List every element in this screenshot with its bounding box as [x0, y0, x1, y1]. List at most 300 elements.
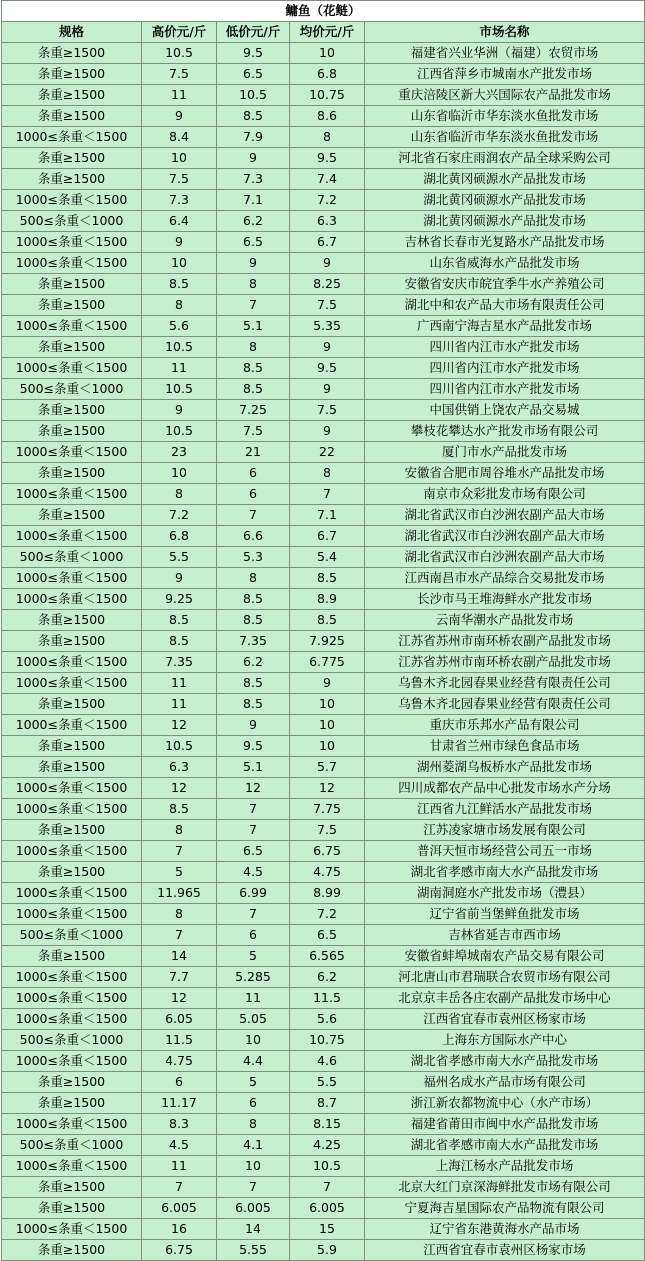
cell-spec: 1000≤条重＜1500	[2, 841, 142, 862]
cell-avg-price: 10.75	[290, 85, 365, 106]
cell-avg-price: 9	[290, 253, 365, 274]
cell-spec: 条重≥1500	[2, 505, 142, 526]
cell-high-price: 6.3	[142, 757, 217, 778]
cell-spec: 500≤条重＜1000	[2, 1135, 142, 1156]
cell-avg-price: 9.5	[290, 148, 365, 169]
cell-low-price: 7.3	[217, 169, 290, 190]
table-row	[2, 190, 645, 211]
cell-high-price: 8	[142, 904, 217, 925]
table-row	[2, 1135, 645, 1156]
table-row	[2, 400, 645, 421]
cell-high-price: 14	[142, 946, 217, 967]
cell-spec: 条重≥1500	[2, 169, 142, 190]
table-row	[2, 484, 645, 505]
cell-high-price: 9	[142, 106, 217, 127]
table-row	[2, 631, 645, 652]
cell-low-price: 8.5	[217, 694, 290, 715]
cell-low-price: 7	[217, 799, 290, 820]
cell-spec: 条重≥1500	[2, 85, 142, 106]
header-row	[2, 22, 645, 43]
table-row	[2, 757, 645, 778]
cell-low-price: 8.5	[217, 379, 290, 400]
cell-low-price: 8.5	[217, 106, 290, 127]
cell-low-price: 5.1	[217, 757, 290, 778]
cell-spec: 1000≤条重＜1500	[2, 883, 142, 904]
cell-spec: 1000≤条重＜1500	[2, 652, 142, 673]
cell-low-price: 8.5	[217, 610, 290, 631]
cell-market-name: 江西南昌市水产品综合交易批发市场	[365, 568, 645, 589]
cell-low-price: 8	[217, 1114, 290, 1135]
cell-avg-price: 9.5	[290, 358, 365, 379]
cell-avg-price: 5.4	[290, 547, 365, 568]
cell-avg-price: 10.5	[290, 1156, 365, 1177]
header-high-price: 高价元/斤	[142, 22, 217, 43]
table-row	[2, 1219, 645, 1240]
cell-high-price: 7	[142, 925, 217, 946]
cell-spec: 1000≤条重＜1500	[2, 316, 142, 337]
cell-high-price: 7.7	[142, 967, 217, 988]
cell-market-name: 攀枝花攀达水产批发市场有限公司	[365, 421, 645, 442]
cell-market-name: 甘肃省兰州市绿色食品市场	[365, 736, 645, 757]
table-row	[2, 1009, 645, 1030]
cell-high-price: 8.5	[142, 610, 217, 631]
cell-spec: 500≤条重＜1000	[2, 211, 142, 232]
cell-low-price: 7	[217, 904, 290, 925]
cell-high-price: 10.5	[142, 43, 217, 64]
cell-market-name: 辽宁省东港黄海水产品市场	[365, 1219, 645, 1240]
cell-high-price: 4.75	[142, 1051, 217, 1072]
cell-avg-price: 6.5	[290, 925, 365, 946]
cell-market-name: 河北省石家庄雨润农产品全球采购公司	[365, 148, 645, 169]
cell-high-price: 5.5	[142, 547, 217, 568]
cell-avg-price: 7	[290, 1177, 365, 1198]
cell-low-price: 9.5	[217, 736, 290, 757]
cell-high-price: 5.6	[142, 316, 217, 337]
cell-market-name: 吉林省延吉市西市场	[365, 925, 645, 946]
cell-avg-price: 8	[290, 463, 365, 484]
cell-low-price: 7.9	[217, 127, 290, 148]
cell-high-price: 11	[142, 694, 217, 715]
cell-low-price: 10.5	[217, 85, 290, 106]
cell-low-price: 9	[217, 253, 290, 274]
cell-high-price: 11	[142, 85, 217, 106]
cell-low-price: 9.5	[217, 43, 290, 64]
cell-market-name: 浙江新农都物流中心（水产市场）	[365, 1093, 645, 1114]
cell-high-price: 5	[142, 862, 217, 883]
table-row	[2, 568, 645, 589]
cell-high-price: 8	[142, 295, 217, 316]
cell-avg-price: 10	[290, 715, 365, 736]
cell-low-price: 5.05	[217, 1009, 290, 1030]
cell-market-name: 湖北省武汉市白沙洲农副产品大市场	[365, 505, 645, 526]
cell-avg-price: 10	[290, 43, 365, 64]
cell-avg-price: 22	[290, 442, 365, 463]
cell-spec: 条重≥1500	[2, 820, 142, 841]
cell-low-price: 5.1	[217, 316, 290, 337]
table-row	[2, 1093, 645, 1114]
table-row	[2, 148, 645, 169]
cell-spec: 条重≥1500	[2, 1177, 142, 1198]
cell-avg-price: 6.565	[290, 946, 365, 967]
cell-market-name: 山东省临沂市华东淡水鱼批发市场	[365, 106, 645, 127]
cell-low-price: 4.5	[217, 862, 290, 883]
cell-low-price: 10	[217, 1156, 290, 1177]
cell-market-name: 福建省莆田市闽中水产品批发市场	[365, 1114, 645, 1135]
cell-low-price: 4.1	[217, 1135, 290, 1156]
cell-spec: 1000≤条重＜1500	[2, 190, 142, 211]
table-row	[2, 1114, 645, 1135]
cell-avg-price: 10.75	[290, 1030, 365, 1051]
cell-high-price: 10	[142, 463, 217, 484]
cell-high-price: 11.5	[142, 1030, 217, 1051]
cell-avg-price: 5.7	[290, 757, 365, 778]
cell-high-price: 7	[142, 1177, 217, 1198]
cell-spec: 条重≥1500	[2, 337, 142, 358]
price-table	[1, 0, 645, 1261]
cell-spec: 1000≤条重＜1500	[2, 589, 142, 610]
table-row	[2, 442, 645, 463]
table-row	[2, 925, 645, 946]
cell-high-price: 7	[142, 841, 217, 862]
table-row	[2, 1051, 645, 1072]
table-row	[2, 358, 645, 379]
header-low-price: 低价元/斤	[217, 22, 290, 43]
cell-high-price: 12	[142, 715, 217, 736]
cell-high-price: 6.75	[142, 1240, 217, 1261]
cell-spec: 条重≥1500	[2, 43, 142, 64]
cell-avg-price: 6.3	[290, 211, 365, 232]
cell-market-name: 湖北省孝感市南大水产品批发市场	[365, 1135, 645, 1156]
table-row	[2, 1030, 645, 1051]
cell-avg-price: 8.99	[290, 883, 365, 904]
cell-spec: 条重≥1500	[2, 274, 142, 295]
cell-avg-price: 7.5	[290, 400, 365, 421]
table-row	[2, 421, 645, 442]
cell-high-price: 4.5	[142, 1135, 217, 1156]
cell-market-name: 四川成都农产品中心批发市场水产分场	[365, 778, 645, 799]
cell-market-name: 上海江杨水产品批发市场	[365, 1156, 645, 1177]
table-row	[2, 379, 645, 400]
table-row	[2, 526, 645, 547]
table-row	[2, 505, 645, 526]
cell-spec: 1000≤条重＜1500	[2, 904, 142, 925]
cell-market-name: 湖南洞庭水产批发市场（澧县）	[365, 883, 645, 904]
cell-low-price: 8	[217, 337, 290, 358]
cell-high-price: 11.17	[142, 1093, 217, 1114]
table-row	[2, 1198, 645, 1219]
cell-high-price: 6	[142, 1072, 217, 1093]
cell-avg-price: 5.5	[290, 1072, 365, 1093]
cell-high-price: 11	[142, 358, 217, 379]
cell-avg-price: 6.7	[290, 232, 365, 253]
table-row	[2, 904, 645, 925]
cell-market-name: 北京大红门京深海鲜批发市场有限公司	[365, 1177, 645, 1198]
cell-avg-price: 6.7	[290, 526, 365, 547]
cell-spec: 1000≤条重＜1500	[2, 568, 142, 589]
cell-spec: 条重≥1500	[2, 736, 142, 757]
cell-spec: 条重≥1500	[2, 1240, 142, 1261]
table-row	[2, 232, 645, 253]
table-row	[2, 1177, 645, 1198]
cell-spec: 1000≤条重＜1500	[2, 1009, 142, 1030]
cell-high-price: 10.5	[142, 379, 217, 400]
cell-avg-price: 4.75	[290, 862, 365, 883]
cell-spec: 1000≤条重＜1500	[2, 232, 142, 253]
cell-avg-price: 7.4	[290, 169, 365, 190]
cell-low-price: 7	[217, 295, 290, 316]
cell-high-price: 7.2	[142, 505, 217, 526]
cell-avg-price: 7.2	[290, 904, 365, 925]
cell-market-name: 南京市众彩批发市场有限公司	[365, 484, 645, 505]
cell-market-name: 福州名成水产品市场有限公司	[365, 1072, 645, 1093]
cell-low-price: 7	[217, 505, 290, 526]
cell-low-price: 14	[217, 1219, 290, 1240]
table-row	[2, 883, 645, 904]
cell-spec: 1000≤条重＜1500	[2, 799, 142, 820]
cell-high-price: 7.35	[142, 652, 217, 673]
cell-avg-price: 7	[290, 484, 365, 505]
cell-low-price: 6.99	[217, 883, 290, 904]
cell-spec: 条重≥1500	[2, 421, 142, 442]
cell-spec: 1000≤条重＜1500	[2, 967, 142, 988]
cell-market-name: 福建省兴业华洲（福建）农贸市场	[365, 43, 645, 64]
cell-high-price: 8.3	[142, 1114, 217, 1135]
table-row	[2, 673, 645, 694]
price-sheet	[1, 0, 644, 1261]
cell-spec: 条重≥1500	[2, 400, 142, 421]
cell-market-name: 重庆市乐邦水产品有限公司	[365, 715, 645, 736]
cell-avg-price: 5.35	[290, 316, 365, 337]
cell-spec: 1000≤条重＜1500	[2, 253, 142, 274]
cell-high-price: 9.25	[142, 589, 217, 610]
cell-low-price: 4.4	[217, 1051, 290, 1072]
cell-spec: 条重≥1500	[2, 610, 142, 631]
cell-spec: 1000≤条重＜1500	[2, 484, 142, 505]
cell-avg-price: 9	[290, 379, 365, 400]
cell-low-price: 11	[217, 988, 290, 1009]
cell-spec: 500≤条重＜1000	[2, 1030, 142, 1051]
cell-market-name: 上海东方国际水产中心	[365, 1030, 645, 1051]
cell-spec: 条重≥1500	[2, 631, 142, 652]
cell-high-price: 9	[142, 232, 217, 253]
cell-market-name: 安徽省合肥市周谷堆水产品批发市场	[365, 463, 645, 484]
cell-market-name: 北京京丰岳各庄农副产品批发市场中心	[365, 988, 645, 1009]
cell-market-name: 辽宁省前当堡鲜鱼批发市场	[365, 904, 645, 925]
table-row	[2, 1156, 645, 1177]
cell-avg-price: 5.9	[290, 1240, 365, 1261]
cell-high-price: 6.005	[142, 1198, 217, 1219]
cell-high-price: 10.5	[142, 337, 217, 358]
cell-market-name: 四川省内江市水产批发市场	[365, 379, 645, 400]
cell-spec: 条重≥1500	[2, 295, 142, 316]
cell-market-name: 山东省临沂市华东淡水鱼批发市场	[365, 127, 645, 148]
cell-spec: 条重≥1500	[2, 148, 142, 169]
cell-high-price: 7.5	[142, 169, 217, 190]
table-row	[2, 43, 645, 64]
cell-market-name: 普洱天恒市场经营公司五一市场	[365, 841, 645, 862]
table-row	[2, 64, 645, 85]
cell-avg-price: 6.75	[290, 841, 365, 862]
cell-market-name: 山东省威海水产品批发市场	[365, 253, 645, 274]
cell-spec: 500≤条重＜1000	[2, 379, 142, 400]
table-row	[2, 589, 645, 610]
cell-avg-price: 9	[290, 421, 365, 442]
table-row	[2, 274, 645, 295]
cell-low-price: 12	[217, 778, 290, 799]
cell-market-name: 安徽省安庆市皖宜季牛水产养殖公司	[365, 274, 645, 295]
table-row	[2, 106, 645, 127]
cell-market-name: 河北唐山市君瑞联合农贸市场有限公司	[365, 967, 645, 988]
cell-avg-price: 6.8	[290, 64, 365, 85]
cell-spec: 1000≤条重＜1500	[2, 127, 142, 148]
cell-market-name: 湖州菱湖乌板桥水产品批发市场	[365, 757, 645, 778]
table-row	[2, 337, 645, 358]
cell-spec: 条重≥1500	[2, 946, 142, 967]
cell-spec: 1000≤条重＜1500	[2, 358, 142, 379]
cell-high-price: 9	[142, 568, 217, 589]
cell-market-name: 云南华潮水产品批发市场	[365, 610, 645, 631]
cell-market-name: 江西省宜春市袁州区杨家市场	[365, 1240, 645, 1261]
cell-high-price: 8.5	[142, 274, 217, 295]
cell-high-price: 8.5	[142, 799, 217, 820]
table-row	[2, 463, 645, 484]
table-row	[2, 841, 645, 862]
cell-high-price: 23	[142, 442, 217, 463]
header-market-name: 市场名称	[365, 22, 645, 43]
cell-avg-price: 12	[290, 778, 365, 799]
table-row	[2, 694, 645, 715]
table-row	[2, 295, 645, 316]
cell-high-price: 6.05	[142, 1009, 217, 1030]
cell-low-price: 8.5	[217, 589, 290, 610]
cell-spec: 条重≥1500	[2, 1072, 142, 1093]
cell-market-name: 乌鲁木齐北园春果业经营有限责任公司	[365, 694, 645, 715]
table-row	[2, 652, 645, 673]
cell-avg-price: 10	[290, 694, 365, 715]
cell-market-name: 重庆涪陵区新大兴国际农产品批发市场	[365, 85, 645, 106]
cell-high-price: 7.5	[142, 64, 217, 85]
cell-low-price: 6	[217, 484, 290, 505]
cell-low-price: 6	[217, 1093, 290, 1114]
cell-low-price: 5	[217, 1072, 290, 1093]
cell-spec: 条重≥1500	[2, 463, 142, 484]
cell-low-price: 6.2	[217, 211, 290, 232]
cell-market-name: 湖北中和农产品大市场有限责任公司	[365, 295, 645, 316]
cell-high-price: 10.5	[142, 736, 217, 757]
table-row	[2, 967, 645, 988]
table-row	[2, 715, 645, 736]
cell-low-price: 8	[217, 568, 290, 589]
cell-high-price: 11.965	[142, 883, 217, 904]
cell-avg-price: 7.5	[290, 295, 365, 316]
cell-market-name: 安徽省蚌埠城南农产品交易有限公司	[365, 946, 645, 967]
table-row	[2, 211, 645, 232]
cell-spec: 1000≤条重＜1500	[2, 778, 142, 799]
cell-market-name: 湖北黄冈硕源水产品批发市场	[365, 211, 645, 232]
cell-avg-price: 11.5	[290, 988, 365, 1009]
cell-avg-price: 10	[290, 736, 365, 757]
cell-avg-price: 7.1	[290, 505, 365, 526]
cell-spec: 1000≤条重＜1500	[2, 1114, 142, 1135]
cell-spec: 500≤条重＜1000	[2, 547, 142, 568]
cell-avg-price: 7.925	[290, 631, 365, 652]
cell-low-price: 7	[217, 820, 290, 841]
cell-high-price: 9	[142, 400, 217, 421]
cell-avg-price: 8.5	[290, 610, 365, 631]
cell-low-price: 6	[217, 463, 290, 484]
cell-low-price: 6.2	[217, 652, 290, 673]
cell-market-name: 湖北省孝感市南大水产品批发市场	[365, 862, 645, 883]
cell-avg-price: 5.6	[290, 1009, 365, 1030]
table-body	[2, 43, 645, 1261]
cell-high-price: 10	[142, 148, 217, 169]
table-row	[2, 547, 645, 568]
header-spec: 规格	[2, 22, 142, 43]
cell-avg-price: 15	[290, 1219, 365, 1240]
cell-low-price: 7.5	[217, 421, 290, 442]
cell-low-price: 10	[217, 1030, 290, 1051]
table-row	[2, 610, 645, 631]
cell-market-name: 四川省内江市水产批发市场	[365, 358, 645, 379]
cell-low-price: 5.3	[217, 547, 290, 568]
cell-market-name: 吉林省长春市光复路水产品批发市场	[365, 232, 645, 253]
cell-avg-price: 6.005	[290, 1198, 365, 1219]
cell-avg-price: 8.7	[290, 1093, 365, 1114]
cell-market-name: 四川省内江市水产批发市场	[365, 337, 645, 358]
cell-market-name: 广西南宁海吉星水产品批发市场	[365, 316, 645, 337]
cell-spec: 1000≤条重＜1500	[2, 1156, 142, 1177]
cell-low-price: 9	[217, 148, 290, 169]
cell-low-price: 5	[217, 946, 290, 967]
cell-avg-price: 8.15	[290, 1114, 365, 1135]
table-row	[2, 736, 645, 757]
table-row	[2, 1072, 645, 1093]
cell-market-name: 江苏省苏州市南环桥农副产品批发市场	[365, 631, 645, 652]
cell-avg-price: 8	[290, 127, 365, 148]
cell-high-price: 10	[142, 253, 217, 274]
table-row	[2, 820, 645, 841]
cell-market-name: 湖北黄冈硕源水产品批发市场	[365, 169, 645, 190]
cell-low-price: 6.5	[217, 232, 290, 253]
cell-market-name: 乌鲁木齐北园春果业经营有限责任公司	[365, 673, 645, 694]
cell-avg-price: 8.5	[290, 568, 365, 589]
table-title: 鳙鱼（花鲢）	[2, 1, 645, 22]
cell-market-name: 中国供销上饶农产品交易城	[365, 400, 645, 421]
cell-spec: 1000≤条重＜1500	[2, 1219, 142, 1240]
cell-avg-price: 7.75	[290, 799, 365, 820]
cell-avg-price: 4.25	[290, 1135, 365, 1156]
cell-low-price: 7.25	[217, 400, 290, 421]
cell-spec: 条重≥1500	[2, 862, 142, 883]
header-avg-price: 均价元/斤	[290, 22, 365, 43]
cell-market-name: 江苏省苏州市南环桥农副产品批发市场	[365, 652, 645, 673]
table-row	[2, 778, 645, 799]
cell-avg-price: 9	[290, 673, 365, 694]
table-row	[2, 169, 645, 190]
table-row	[2, 1240, 645, 1261]
table-row	[2, 316, 645, 337]
cell-low-price: 5.55	[217, 1240, 290, 1261]
cell-low-price: 8.5	[217, 673, 290, 694]
cell-high-price: 6.4	[142, 211, 217, 232]
cell-avg-price: 8.6	[290, 106, 365, 127]
cell-low-price: 7.1	[217, 190, 290, 211]
cell-high-price: 8	[142, 484, 217, 505]
cell-spec: 条重≥1500	[2, 694, 142, 715]
cell-low-price: 6.5	[217, 64, 290, 85]
cell-low-price: 9	[217, 715, 290, 736]
table-row	[2, 799, 645, 820]
